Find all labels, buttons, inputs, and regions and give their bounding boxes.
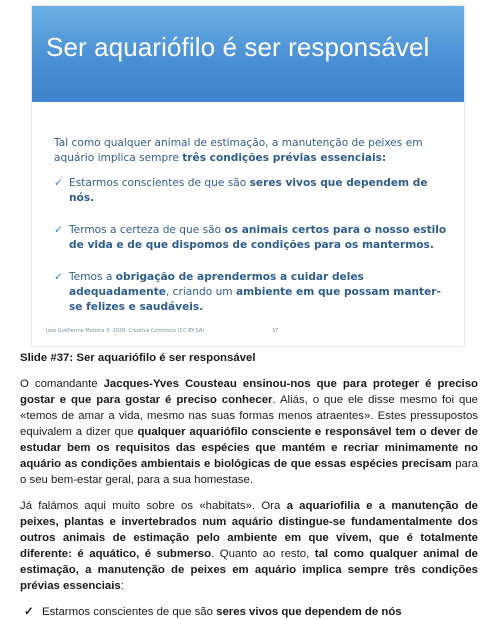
slide-footer: José Guilherme Moreira © 2020. Creative Commons (CC BY-SA) <box>46 328 205 334</box>
slide-bullet-2 <box>54 223 454 253</box>
slide-bullet-2-text: Termos a certeza de que são <box>69 224 225 236</box>
p2-emphasis-b: a aquariofilia e a manutenção de peixes, plantas e invertebrados num aquário distingue-se fundamentalmente dos outros animais de estimação pelo ambiente em que vivem, que é totalmente diferente: é aquático, é submerso <box>20 500 478 560</box>
paragraph-1 <box>20 376 478 488</box>
slide-page-number: 37 <box>272 328 279 334</box>
slide-bullet-1-text: Estarmos conscientes de que são <box>69 177 250 189</box>
checkmark-icon: ✓ <box>24 606 34 618</box>
slide-bullet-1-emphasis: seres vivos que dependem de nós. <box>69 177 428 204</box>
p2-text-a: Já falámos aqui muito sobre os «habitats». Ora <box>20 500 287 512</box>
p1-text-a: O comandante <box>20 378 104 390</box>
slide-title-banner <box>32 6 464 102</box>
slide-bullet-2-emphasis: os animais certos para o nosso estilo de vida e de que dispomos de condições para os mantermos. <box>69 224 447 251</box>
p1-emphasis-d: qualquer aquariófilo consciente e responsável tem o dever de estudar bem os requisitos das espécies que mantém e recriar minimamente no aquário as condições ambientais e biológicas de que essas espécies precisam <box>20 426 478 470</box>
p2-text-e: : <box>120 580 124 592</box>
slide-title: Ser aquariófilo é ser responsável <box>46 32 430 62</box>
checkmark-icon: ✓ <box>54 177 63 189</box>
slide-image <box>32 6 464 346</box>
slide-bullet-3-text: Temos a <box>69 271 116 283</box>
slide-intro-emphasis: três condições prévias essenciais: <box>182 152 387 164</box>
slide-bullet-3-emphasis-2: ambiente em que possam manter-se felizes e saudáveis. <box>69 286 441 313</box>
p2-text-c: . Quanto ao resto, <box>211 548 315 560</box>
document-body <box>20 350 478 620</box>
doc-bullet-1-emphasis: seres vivos que dependem de nós <box>216 606 402 618</box>
doc-bullet-1-text: Estarmos conscientes de que são <box>42 606 217 618</box>
slide-bullet-1 <box>54 176 454 206</box>
slide-bullet-3-emphasis: obrigação de aprendermos a cuidar deles adequadamente <box>69 271 364 298</box>
slide-body <box>54 136 454 332</box>
p1-text-e: para o seu bem-estar geral, para a sua homestase. <box>20 458 478 486</box>
slide-intro <box>54 136 454 166</box>
p1-emphasis-b: Jacques-Yves Cousteau ensinou-nos que para proteger é preciso gostar e que para gostar é preciso conhecer <box>20 378 478 406</box>
paragraph-2 <box>20 498 478 594</box>
slide-bullet-3 <box>54 270 454 315</box>
p2-emphasis-d: tal como qualquer animal de estimação, a manutenção de peixes em aquário implica sempre três condições prévias essenciais <box>20 548 478 592</box>
section-heading: Slide #37: Ser aquariófilo é ser responsável <box>20 352 256 364</box>
checkmark-icon: ✓ <box>54 271 63 283</box>
slide-bullet-3-text-2: , criando um <box>165 286 236 298</box>
checkmark-icon: ✓ <box>54 224 63 236</box>
p1-text-c: . Aliás, o que ele disse mesmo foi que «temos de amar a vida, mesmo nas suas formas menos atraentes». Estes pressupostos equivalem a dizer que <box>20 394 479 438</box>
slide-intro-text: Tal como qualquer animal de estimação, a manutenção de peixes em aquário implica sempre <box>54 137 423 164</box>
doc-bullet-1 <box>20 604 478 620</box>
